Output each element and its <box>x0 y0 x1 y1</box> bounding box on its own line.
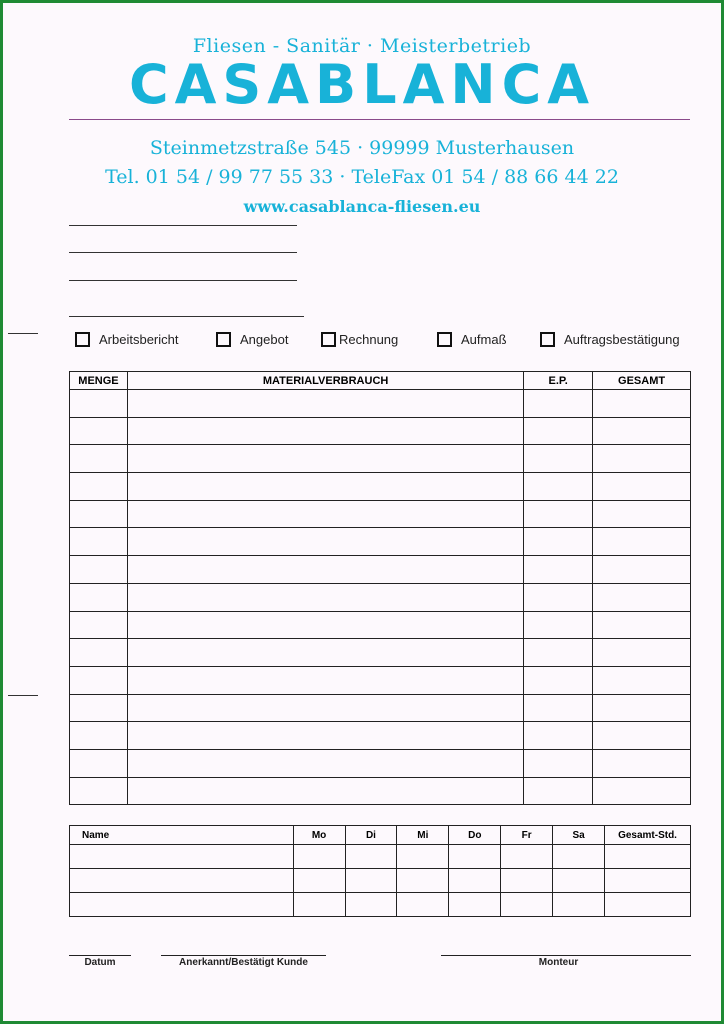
table-cell[interactable] <box>70 528 128 556</box>
table-row <box>70 583 691 611</box>
header-name: Name <box>70 826 294 845</box>
table-row <box>70 845 691 869</box>
table-cell[interactable] <box>501 845 553 869</box>
table-cell[interactable] <box>70 869 294 893</box>
table-cell[interactable] <box>524 583 593 611</box>
table-cell[interactable] <box>449 893 501 917</box>
hours-table <box>69 825 691 917</box>
table-cell[interactable] <box>524 473 593 501</box>
table-cell[interactable] <box>524 749 593 777</box>
header-mo: Mo <box>293 826 345 845</box>
recipient-line-2[interactable] <box>69 252 297 253</box>
table-cell[interactable] <box>70 694 128 722</box>
table-row <box>70 694 691 722</box>
table-cell[interactable] <box>397 845 449 869</box>
table-row <box>70 611 691 639</box>
table-cell[interactable] <box>70 556 128 584</box>
table-cell[interactable] <box>524 639 593 667</box>
checkbox-label: Arbeitsbericht <box>99 332 179 347</box>
table-cell[interactable] <box>293 869 345 893</box>
table-cell[interactable] <box>127 694 523 722</box>
checkbox-icon[interactable] <box>437 332 452 347</box>
table-cell[interactable] <box>593 473 691 501</box>
table-cell[interactable] <box>524 666 593 694</box>
checkbox-arbeitsbericht[interactable] <box>75 332 178 347</box>
table-cell[interactable] <box>345 893 397 917</box>
date-label: Datum <box>84 957 116 968</box>
table-cell[interactable] <box>127 556 523 584</box>
table-cell[interactable] <box>70 473 128 501</box>
table-cell[interactable] <box>127 500 523 528</box>
table-cell[interactable] <box>593 445 691 473</box>
table-cell[interactable] <box>524 417 593 445</box>
table-cell[interactable] <box>605 869 691 893</box>
table-cell[interactable] <box>501 869 553 893</box>
table-cell[interactable] <box>524 694 593 722</box>
document-type-checkboxes <box>3 332 721 352</box>
table-cell[interactable] <box>70 749 128 777</box>
table-cell[interactable] <box>553 869 605 893</box>
material-table <box>69 371 691 805</box>
recipient-line-3[interactable] <box>69 280 297 281</box>
table-row <box>70 777 691 805</box>
table-cell[interactable] <box>524 777 593 805</box>
checkbox-aufmass[interactable] <box>437 332 507 347</box>
table-cell[interactable] <box>593 417 691 445</box>
table-row <box>70 556 691 584</box>
fitter-label: Monteur <box>538 957 579 968</box>
checkbox-label: Auftragsbestätigung <box>564 332 680 347</box>
table-row <box>70 390 691 418</box>
table-row <box>70 749 691 777</box>
table-cell[interactable] <box>127 583 523 611</box>
header-mi: Mi <box>397 826 449 845</box>
table-cell[interactable] <box>593 528 691 556</box>
table-cell[interactable] <box>127 445 523 473</box>
table-row <box>70 500 691 528</box>
recipient-line-4[interactable] <box>69 316 304 317</box>
checkbox-icon[interactable] <box>321 332 336 347</box>
table-cell[interactable] <box>127 666 523 694</box>
table-cell[interactable] <box>397 869 449 893</box>
table-cell[interactable] <box>449 845 501 869</box>
header-gesamt: GESAMT <box>593 372 691 390</box>
table-cell[interactable] <box>605 893 691 917</box>
company-name: CASABLANCA <box>128 53 596 116</box>
table-cell[interactable] <box>605 845 691 869</box>
checkbox-rechnung[interactable] <box>321 332 398 347</box>
header-materialverbrauch: MATERIALVERBRAUCH <box>127 372 523 390</box>
table-cell[interactable] <box>345 869 397 893</box>
company-address: Steinmetzstraße 545 · 99999 Musterhausen <box>149 137 575 159</box>
checkbox-auftragsbestaetigung[interactable] <box>540 332 680 347</box>
checkbox-icon[interactable] <box>216 332 231 347</box>
table-row <box>70 869 691 893</box>
fold-mark-bottom <box>8 695 38 696</box>
table-cell[interactable] <box>127 722 523 750</box>
checkbox-angebot[interactable] <box>216 332 288 347</box>
table-row <box>70 666 691 694</box>
table-cell[interactable] <box>593 583 691 611</box>
table-cell[interactable] <box>70 722 128 750</box>
table-cell[interactable] <box>70 500 128 528</box>
table-cell[interactable] <box>70 583 128 611</box>
material-table-header <box>70 372 691 390</box>
table-cell[interactable] <box>593 500 691 528</box>
table-row <box>70 639 691 667</box>
table-cell[interactable] <box>593 666 691 694</box>
table-cell[interactable] <box>449 869 501 893</box>
table-cell[interactable] <box>70 445 128 473</box>
table-cell[interactable] <box>293 845 345 869</box>
table-row <box>70 417 691 445</box>
table-cell[interactable] <box>70 666 128 694</box>
header-di: Di <box>345 826 397 845</box>
table-cell[interactable] <box>593 611 691 639</box>
fitter-signature-line[interactable] <box>441 955 691 956</box>
table-cell[interactable] <box>70 845 294 869</box>
header-divider <box>69 119 690 120</box>
table-cell[interactable] <box>397 893 449 917</box>
customer-label: Anerkannt/Bestätigt Kunde <box>179 957 308 968</box>
company-website: www.casablanca-fliesen.eu <box>243 197 481 216</box>
table-cell[interactable] <box>593 390 691 418</box>
table-cell[interactable] <box>127 611 523 639</box>
checkbox-label: Rechnung <box>339 332 399 347</box>
table-cell[interactable] <box>70 639 128 667</box>
table-row <box>70 893 691 917</box>
table-cell[interactable] <box>293 893 345 917</box>
recipient-line-1[interactable] <box>69 225 297 226</box>
table-cell[interactable] <box>593 694 691 722</box>
table-cell[interactable] <box>127 528 523 556</box>
table-cell[interactable] <box>127 639 523 667</box>
header-ep: E.P. <box>524 372 593 390</box>
material-table-body <box>70 390 691 805</box>
header-do: Do <box>449 826 501 845</box>
company-tagline: Fliesen - Sanitär · Meisterbetrieb <box>192 35 532 57</box>
table-row <box>70 473 691 501</box>
table-cell[interactable] <box>593 722 691 750</box>
header-fr: Fr <box>501 826 553 845</box>
table-row <box>70 722 691 750</box>
table-cell[interactable] <box>70 390 128 418</box>
table-cell[interactable] <box>127 417 523 445</box>
table-cell[interactable] <box>593 749 691 777</box>
table-cell[interactable] <box>553 893 605 917</box>
table-cell[interactable] <box>345 845 397 869</box>
table-cell[interactable] <box>524 528 593 556</box>
table-cell[interactable] <box>127 473 523 501</box>
table-cell[interactable] <box>70 611 128 639</box>
table-cell[interactable] <box>127 390 523 418</box>
table-cell[interactable] <box>593 777 691 805</box>
table-cell[interactable] <box>524 445 593 473</box>
checkbox-label: Aufmaß <box>461 332 507 347</box>
table-cell[interactable] <box>524 722 593 750</box>
table-cell[interactable] <box>593 639 691 667</box>
header-sa: Sa <box>553 826 605 845</box>
checkbox-icon[interactable] <box>540 332 555 347</box>
checkbox-label: Angebot <box>240 332 289 347</box>
checkbox-icon[interactable] <box>75 332 90 347</box>
table-cell[interactable] <box>70 417 128 445</box>
table-cell[interactable] <box>501 893 553 917</box>
table-cell[interactable] <box>127 777 523 805</box>
header-menge: MENGE <box>70 372 128 390</box>
table-row <box>70 445 691 473</box>
table-cell[interactable] <box>524 611 593 639</box>
table-cell[interactable] <box>524 556 593 584</box>
table-cell[interactable] <box>524 390 593 418</box>
table-cell[interactable] <box>70 893 294 917</box>
customer-signature-line[interactable] <box>161 955 326 956</box>
table-row <box>70 528 691 556</box>
header-gesamt-std: Gesamt-Std. <box>605 826 691 845</box>
date-signature-line[interactable] <box>69 955 131 956</box>
hours-table-header <box>70 826 691 845</box>
table-cell[interactable] <box>524 500 593 528</box>
hours-table-body <box>70 845 691 917</box>
table-cell[interactable] <box>70 777 128 805</box>
table-cell[interactable] <box>553 845 605 869</box>
table-cell[interactable] <box>127 749 523 777</box>
table-cell[interactable] <box>593 556 691 584</box>
company-phone: Tel. 01 54 / 99 77 55 33 · TeleFax 01 54 / 88 66 44 22 <box>105 166 619 188</box>
